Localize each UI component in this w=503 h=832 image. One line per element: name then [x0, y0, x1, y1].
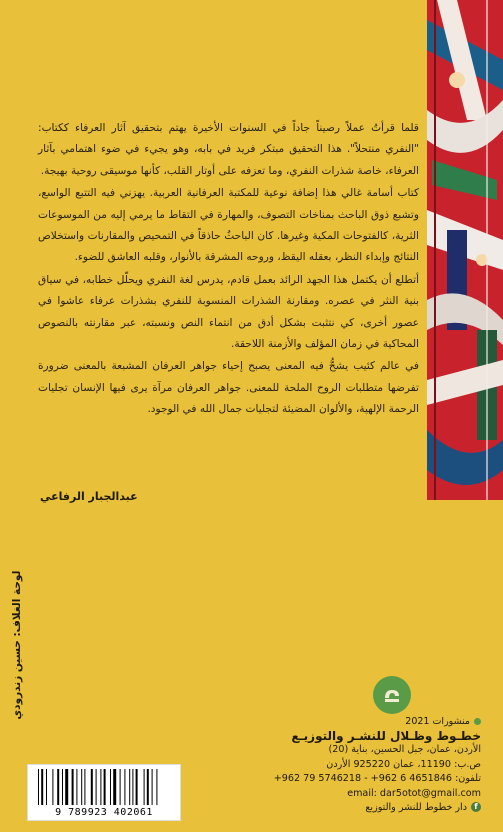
- publisher-po-box: ص.ب: 11190، عمان 925220 الأردن: [326, 758, 481, 770]
- bullet-icon: [474, 718, 481, 725]
- facebook-icon: f: [471, 802, 481, 812]
- paragraph-1: قلما قرأتُ عملاً رصيناً جاداً في السنوات الأخيرة يهتم بتحقيق آثار العرفاء ككتاب: "النفري منتحلاً". هذا التحقيق مبتكر فريد في بابه، وهو يجيء في ضوء اهتمامي بآثار العرفاء، خاصة شذرات النفري، وما تعزفه على أوتار القلب، كأنها موسيقى روحية بهيجة.: [38, 122, 419, 177]
- publisher-name: خطـوط وظـلال للنشـر والتوزيـع: [291, 729, 481, 743]
- paragraph-3: أتطلع أن يكتمل هذا الجهد الرائد بعمل قادم، يدرس لغة النفري ويحلّل خطابه، في سياق بنية النثر في عصره. ومقارنة الشذرات المنسوبة للنفري بشذرات عرفاء عاشوا في عصور أخرى، كي نتثبت بشكل أدق من انتماء النص ونسبته، عبر مقارنته بالنصوص المحاكية في زمان المؤلف والأزمنة اللاحقة.: [38, 273, 419, 351]
- publisher-info: [231, 716, 481, 816]
- facebook-label: دار خطوط للنشر والتوزيع: [365, 802, 467, 813]
- paragraph-4: في عالم كئيب يشحُّ فيه المعنى يصبح إحياء جواهر العرفان المشبعة بالمعنى ضرورة تفرضها متطلبات الروح الملحة للمعنى. جواهر العرفان مرآة يرى فيها الإنسان تجليات الرحمة الإلهية، والألوان المضيئة لتجليات جمال الله في الوجود.: [38, 360, 419, 416]
- publisher-logo: [373, 676, 411, 714]
- author-signature: عبدالجبار الرفاعي: [40, 490, 138, 503]
- paragraph-2: كتاب أسامة غالي هذا إضافة نوعية للمكتبة العرفانية العربية. يهزني فيه التتبع الواسع، وتشبع ذوق الباحث بمناخات التصوف، والمهارة في التقاط ما يرمي إليه من الموسوعات الثرية، كالفتوحات المكية وغيرها. كان الباحثُ حاذقاً في التمحيص والمقارنات واستخلاص النتائج وإبداء النظر، بعقله اليقظ، وروحه المشرقة بالأنوار، وقلبه العاشق للضوء.: [38, 187, 419, 264]
- publisher-email: email: dar5otot@gmail.com: [347, 787, 481, 799]
- cover-credit-text: لوحة الغلاف: حسين زندرودي: [11, 570, 23, 720]
- barcode-bars: [38, 769, 170, 805]
- painting-svg: [427, 0, 503, 500]
- blurb-text: [38, 118, 419, 421]
- logo-mark-icon: [381, 684, 403, 706]
- publisher-phone: تلفون: 4651846 6 962+ - 5746218 79 962+: [273, 773, 481, 784]
- publisher-address: الأردن، عمان، جبل الحسين، بناية (20): [328, 744, 481, 755]
- cover-credit: [8, 530, 26, 760]
- cover-painting: [427, 0, 503, 500]
- publisher-facebook: [231, 801, 481, 816]
- isbn-barcode: [27, 764, 181, 821]
- publication-year: [231, 716, 481, 727]
- year-label: منشورات 2021: [405, 716, 470, 727]
- isbn-number: 9 789923 402061: [55, 807, 153, 818]
